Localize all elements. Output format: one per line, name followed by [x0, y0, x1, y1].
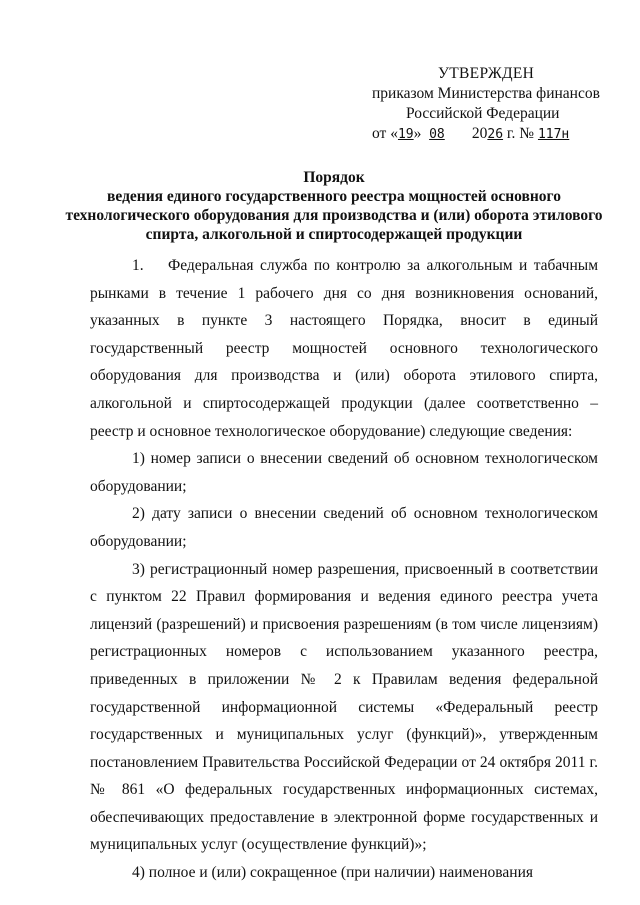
approval-order-line: приказом Министерства финансов [372, 85, 600, 102]
approval-title: УТВЕРЖДЕН [438, 65, 535, 82]
approval-date-line [372, 124, 632, 145]
document-subtitle: ведения единого государственного реестра мощностей основного технологического оборудования для производства и (или) оборота этилового спирта, алкогольной и спиртосодержащей продукции [65, 188, 603, 243]
subitem-4: 4) полное и (или) сокращенное (при наличии) наименования [132, 864, 533, 882]
paragraph-number: 1. [132, 257, 144, 274]
date-month: 08 [429, 127, 445, 142]
date-day: 19 [397, 127, 414, 142]
subitem-3: 3) регистрационный номер разрешения, присвоенный в соответствии с пунктом 22 Правил формирования и ведения единого реестра учета лицензий (разрешений) и присвоения разрешениям (в том числе лицензиям) регистрационных номеров с использованием указанного реестра, приведенных в приложении № 2 к Правилам ведения федеральной государственной информационной системы «Федеральный реестр государственных и муниципальных услуг (функций)», утвержденным постановлением Правительства Российской Федерации от 24 октября 2011 г. № 861 «О федеральных государственных информационных системах, обеспечивающих предоставление в электронной форме государственных и муниципальных услуг (осуществление функций)»; [90, 560, 598, 854]
approval-block [372, 64, 632, 145]
date-year-suffix: 26 [487, 127, 504, 142]
approval-ministry-line: Российской Федерации [406, 105, 560, 122]
order-number-label: г. № [506, 125, 535, 142]
paragraph-text: Федеральная служба по контролю за алкогольным и табачным рынками в течение 1 рабочего дня со дня возникновения оснований, указанных в пункте 3 настоящего Порядка, вносит в единый государственный реестр мощностей основного технологического оборудования для производства и (или) оборота этилового спирта, алкогольной и спиртосодержащей продукции (далее соответственно – реестр и основное технологическое оборудование) следующие сведения: [90, 257, 598, 440]
document-title: Порядок [303, 169, 365, 186]
date-year-prefix: 20 [471, 125, 488, 142]
subitem-1: 1) номер записи о внесении сведений об основном технологическом оборудовании; [90, 450, 598, 495]
date-mid: » [413, 125, 422, 142]
date-prefix: от « [372, 125, 398, 142]
paragraph-1 [90, 252, 598, 445]
subitem-2: 2) дату записи о внесении сведений об основном технологическом оборудовании; [90, 505, 598, 550]
order-number: 117н [537, 127, 570, 142]
document-body [90, 252, 598, 887]
document-heading [60, 168, 608, 244]
